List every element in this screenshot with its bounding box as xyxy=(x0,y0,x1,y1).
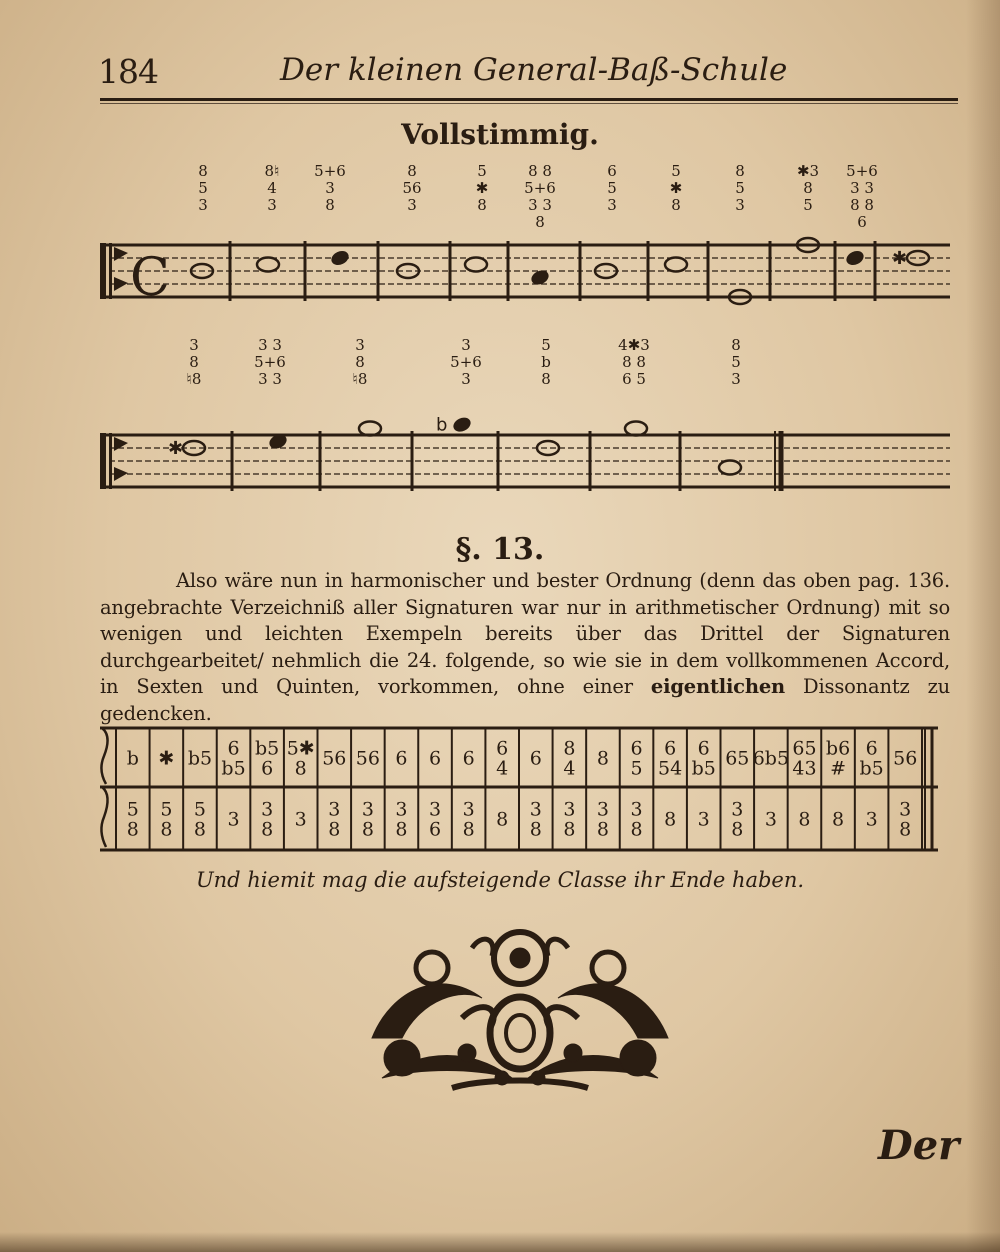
staff2-figure: b xyxy=(541,353,551,371)
table-cell: 8 xyxy=(529,818,542,841)
table-cell: b5 xyxy=(187,747,213,770)
catchword: Der xyxy=(878,1122,960,1169)
staff1-figure: 3 xyxy=(607,196,617,214)
staff1-figure: 8 xyxy=(671,196,681,214)
staff2-figure: 3 3 xyxy=(258,336,282,354)
table-cell: 8 xyxy=(563,737,576,760)
table-cell: 8 xyxy=(160,818,173,841)
table-cell: 3 xyxy=(563,798,576,821)
staff1-figure: 8 xyxy=(198,162,208,180)
paragraph-number: §. 13. xyxy=(455,532,545,567)
table-cell: 6 xyxy=(496,737,509,760)
staff2-figure: 8 xyxy=(731,336,741,354)
staff1-figure: 5 xyxy=(671,162,681,180)
staff1-figure: 8 8 xyxy=(528,162,552,180)
staff1-figure: 5+6 xyxy=(314,162,346,180)
table-cell: 8 xyxy=(328,818,341,841)
staff1-figure: 4 xyxy=(267,179,277,197)
staff1-figure: 8♮ xyxy=(264,162,280,180)
table-cell: 56 xyxy=(893,747,918,770)
table-cell: 8 xyxy=(664,808,677,831)
table-cell: 4 xyxy=(563,757,576,780)
table-cell: 5 xyxy=(126,798,139,821)
floral-ornament-icon xyxy=(362,928,678,1096)
staff1-figure: 5 xyxy=(607,179,617,197)
staff1-figure: 8 xyxy=(407,162,417,180)
staff1-figure: 5 xyxy=(735,179,745,197)
table-cell: # xyxy=(830,757,847,780)
table-cell: 8 xyxy=(731,818,744,841)
staff1-figure: ✱3 xyxy=(796,162,820,180)
table-cell: 3 xyxy=(899,798,912,821)
table-cell: 3 xyxy=(529,798,542,821)
table-cell: 8 xyxy=(596,818,610,841)
table-cell: 6 xyxy=(395,747,408,770)
staff2-figure: 5+6 xyxy=(450,353,482,371)
table-cell: 3 xyxy=(227,808,240,831)
staff2-figure: 6 5 xyxy=(622,370,646,388)
staff1-figure: 8 xyxy=(735,162,745,180)
running-title: Der kleinen General-Baß-Schule xyxy=(280,52,788,88)
staff1-figure: 5 xyxy=(198,179,208,197)
staff1-figure: 8 8 xyxy=(850,196,874,214)
table-cell: 5 xyxy=(630,757,643,780)
table-cell: 8 xyxy=(831,808,845,831)
table-cell: 6 xyxy=(865,737,878,760)
staff1-figure: 5+6 xyxy=(524,179,556,197)
table-cell: 8 xyxy=(395,818,408,841)
table-cell: 65 xyxy=(792,737,817,760)
table-cell: 6 xyxy=(462,747,475,770)
staff1-figure: 8 xyxy=(325,196,335,214)
table-cell: 43 xyxy=(792,757,817,780)
common-time-icon: C xyxy=(130,248,170,308)
page-number: 184 xyxy=(98,52,158,91)
accidental-icon: ✱ xyxy=(892,248,908,269)
staff2-figure: 8 8 xyxy=(622,353,646,371)
table-cell: 8 xyxy=(563,818,576,841)
staff1-figure: 3 xyxy=(267,196,277,214)
table-cell: 3 xyxy=(697,808,710,831)
staff2-figure: 3 xyxy=(461,370,471,388)
staff1-figure: 8 xyxy=(477,196,487,214)
table-cell: 3 xyxy=(596,798,610,821)
staff1-figure: 5 xyxy=(477,162,487,180)
staff1-figure: 3 xyxy=(325,179,335,197)
staff1-figure: 5+6 xyxy=(846,162,878,180)
table-cell: 8 xyxy=(899,818,912,841)
table-cell: 3 xyxy=(731,798,744,821)
table-cell: 8 xyxy=(496,808,509,831)
table-cell: 5✱ xyxy=(286,737,315,760)
table-cell: 6 xyxy=(428,747,442,770)
table-cell: 3 xyxy=(294,808,307,831)
table-cell: 3 xyxy=(462,798,475,821)
staff2-figure: 5+6 xyxy=(254,353,286,371)
staff2-figure: 3 xyxy=(189,336,199,354)
table-cell: b5 xyxy=(254,737,280,760)
table-cell: 3 xyxy=(261,798,274,821)
staff1-figure: 8 xyxy=(803,179,813,197)
table-cell: 4 xyxy=(496,757,509,780)
table-cell: 3 xyxy=(361,798,374,821)
staff1-figure: 3 3 xyxy=(850,179,874,197)
table-cell: 8 xyxy=(193,818,207,841)
table-cell: 3 xyxy=(764,808,777,831)
table-cell: ✱ xyxy=(158,747,175,770)
staff2-figure: 3 xyxy=(731,370,741,388)
table-cell: 5 xyxy=(160,798,173,821)
table-cell: 8 xyxy=(462,818,475,841)
table-cell: 3 xyxy=(428,798,442,821)
table-cell: 6 xyxy=(529,747,542,770)
table-brace xyxy=(101,787,107,847)
table-cell: 3 xyxy=(630,798,643,821)
staff1-figure: 56 xyxy=(402,179,422,197)
table-cell: 8 xyxy=(798,808,811,831)
staff2-figure: 3 xyxy=(355,336,365,354)
paragraph-text-after: Dissonantz zu gedencken. xyxy=(100,675,950,725)
table-cell: 6 xyxy=(227,737,240,760)
staff2-figure: 5 xyxy=(731,353,741,371)
staff1-figure: 6 xyxy=(857,213,867,231)
table-cell: b5 xyxy=(691,757,716,780)
staff1-figure: ✱ xyxy=(669,179,683,197)
table-brace xyxy=(101,728,107,784)
table-cell: 8 xyxy=(294,757,307,780)
table-cell: b xyxy=(126,747,139,770)
table-cell: b6 xyxy=(825,737,851,760)
staff2-figure: 3 3 xyxy=(258,370,282,388)
staff2-figure: 4✱3 xyxy=(618,336,650,354)
table-cell: 3 xyxy=(865,808,878,831)
table-cell: 6 xyxy=(697,737,710,760)
table-cell: 6 xyxy=(630,737,643,760)
table-cell: 8 xyxy=(361,818,374,841)
table-cell: 56 xyxy=(355,747,380,770)
section-title: Vollstimmig. xyxy=(401,118,599,151)
table-cell: 6 xyxy=(261,757,274,780)
table-cell: 54 xyxy=(658,757,683,780)
paragraph-text-before: Also wäre nun in harmonischer und bester Ordnung (denn das oben pag. 136. angebrachte Verzeichniß aller Signaturen war nur in arithmetischer Ordnung) mit so wenigen und leichten Exempeln bereits über das Drittel der Signaturen durchgearbeitet/ nehmlich die 24. folgende, so wie sie in dem vollkommenen Accord, in Sexten und Quinten, vorkommen, ohne einer xyxy=(100,569,950,698)
staff2-figure: 8 xyxy=(355,353,365,371)
staff1-figure: 5 xyxy=(803,196,813,214)
staff2-figure: ♮8 xyxy=(352,370,368,388)
staff1-figure: 3 3 xyxy=(528,196,552,214)
staff2-figure: ♮8 xyxy=(186,370,202,388)
paragraph-emphasis: eigentlichen xyxy=(650,675,785,698)
staff1-figure: 6 xyxy=(607,162,617,180)
accidental-icon: ✱ xyxy=(168,438,184,459)
table-cell: b5 xyxy=(859,757,884,780)
table-cell: 65 xyxy=(725,747,750,770)
table-cell: 8 xyxy=(596,747,610,770)
staff2-figure: 8 xyxy=(541,370,551,388)
staff1-figure: 8 xyxy=(535,213,545,231)
staff1-figure: ✱ xyxy=(475,179,489,197)
staff1-figure: 3 xyxy=(198,196,208,214)
table-cell: 8 xyxy=(630,818,643,841)
staff2-figure: 8 xyxy=(189,353,199,371)
table-cell: 6 xyxy=(664,737,677,760)
closing-line: Und hiemit mag die aufsteigende Classe ihr Ende haben. xyxy=(195,868,805,892)
staff2-figure: 3 xyxy=(461,336,471,354)
table-cell: b5 xyxy=(221,757,246,780)
table-cell: 6 xyxy=(428,818,442,841)
table-cell: 5 xyxy=(193,798,207,821)
table-cell: 6b5 xyxy=(752,747,790,770)
table-cell: 8 xyxy=(126,818,139,841)
table-cell: 3 xyxy=(395,798,408,821)
table-cell: 8 xyxy=(261,818,274,841)
accidental-icon: b xyxy=(436,414,448,436)
table-cell: 3 xyxy=(328,798,341,821)
staff2-figure: 5 xyxy=(541,336,551,354)
table-cell: 56 xyxy=(322,747,347,770)
staff1-figure: 3 xyxy=(407,196,417,214)
staff1-figure: 3 xyxy=(735,196,745,214)
